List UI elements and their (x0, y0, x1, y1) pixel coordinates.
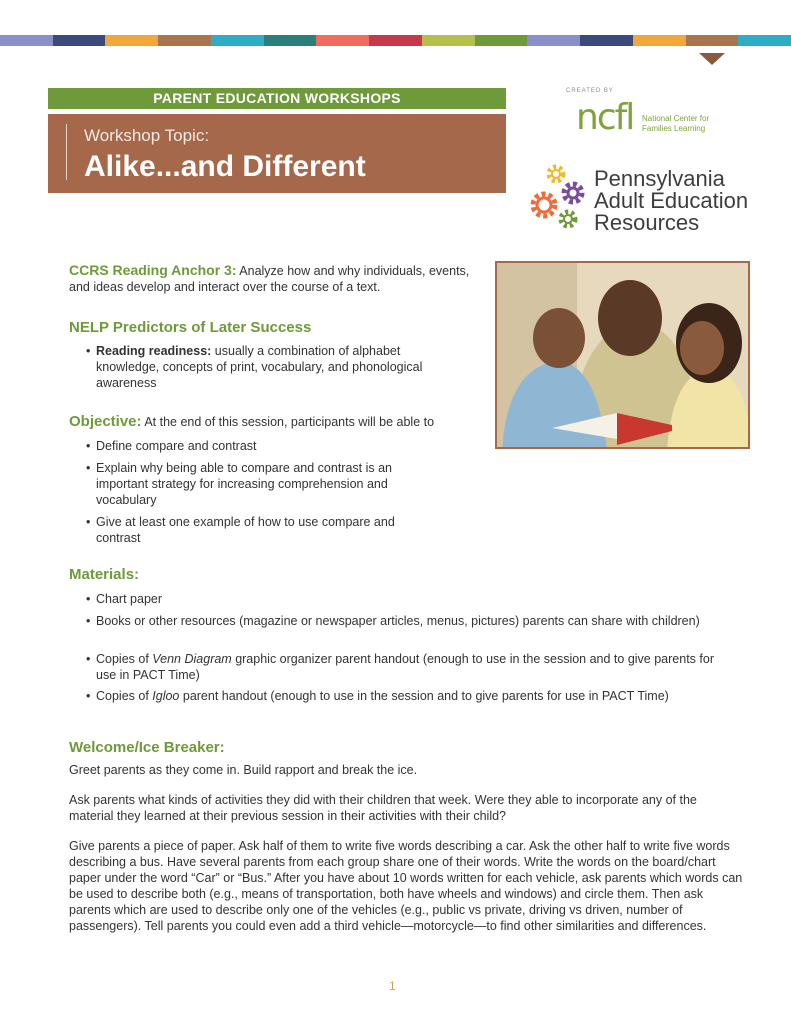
pa-logo-line2: Adult Education (594, 188, 749, 213)
welcome-paragraph-1: Greet parents as they come in. Build rapport and break the ice. (69, 763, 418, 777)
gears-icon (526, 163, 590, 239)
materials-item-4-pre: Copies of (96, 689, 153, 703)
family-reading-photo (495, 261, 750, 449)
materials-item-2: • Books or other resources (magazine or newspaper articles, menus, pictures) parents can share with children) (86, 613, 726, 629)
top-bar-segment (158, 35, 211, 46)
pa-logo-line1: Pennsylvania (594, 166, 725, 191)
nelp-bullet-label: Reading readiness: (96, 344, 212, 358)
top-bar-segment (527, 35, 580, 46)
top-bar-segment (369, 35, 422, 46)
materials-item-3-em: Venn Diagram (152, 652, 232, 666)
nelp-bullet (86, 343, 451, 391)
family-reading-illustration (497, 263, 750, 449)
nelp-bullet-text: usually a combination of alphabet knowledge, concepts of print, vocabulary, and phonological awareness (96, 344, 423, 390)
created-by-label: CREATED BY (566, 88, 614, 94)
top-bar-segment (738, 35, 791, 46)
top-bar-segment (475, 35, 528, 46)
top-color-bar (0, 35, 791, 46)
ccrs-text: Analyze how and why individuals, events, and ideas develop and interact over the course of a text. (69, 264, 470, 294)
topic-label: Workshop Topic: (84, 126, 210, 145)
materials-item-3-post: graphic organizer parent handout (enough to use in the session and to give parents for use in PACT Time) (96, 652, 714, 682)
objective-item-1: • Define compare and contrast (86, 438, 426, 454)
materials-item-4 (86, 688, 726, 704)
series-banner: PARENT EDUCATION WORKSHOPS (48, 88, 506, 109)
pa-adult-ed-logo (526, 163, 766, 239)
title-banner (48, 114, 506, 193)
materials-item-1: • Chart paper (86, 591, 726, 607)
ccrs-paragraph (69, 262, 479, 295)
ncfl-name-line2: Families Learning (642, 124, 706, 133)
top-bar-segment (316, 35, 369, 46)
top-bar-segment (53, 35, 106, 46)
nelp-heading: NELP Predictors of Later Success (69, 319, 312, 336)
ncfl-letters: ncfl (576, 97, 634, 138)
top-bar-segment (580, 35, 633, 46)
ncfl-logo (566, 85, 741, 150)
triangle-marker (699, 53, 725, 65)
ccrs-label: CCRS Reading Anchor 3: (69, 262, 237, 278)
top-bar-segment (422, 35, 475, 46)
top-bar-segment (264, 35, 317, 46)
top-bar-segment (0, 35, 53, 46)
materials-item-4-em: Igloo (152, 689, 180, 703)
objective-paragraph (69, 414, 489, 430)
materials-item-3 (86, 651, 726, 683)
materials-heading: Materials: (69, 566, 140, 583)
objective-label: Objective: (69, 413, 142, 430)
objective-item-2: • Explain why being able to compare and contrast is an important strategy for increasing comprehension and vocabulary (86, 460, 416, 508)
page-number: 1 (389, 979, 396, 993)
top-bar-segment (686, 35, 739, 46)
ncfl-name-line1: National Center for (642, 114, 710, 123)
welcome-heading: Welcome/Ice Breaker: (69, 739, 225, 756)
top-bar-segment (211, 35, 264, 46)
top-bar-segment (633, 35, 686, 46)
materials-item-4-post: parent handout (enough to use in the session and to give parents for use in PACT Time) (179, 689, 669, 703)
objective-item-3: • Give at least one example of how to use compare and contrast (86, 514, 421, 546)
welcome-paragraph-3: Give parents a piece of paper. Ask half of them to write five words describing a car. Ask the other half to write five words describing a bus. Have several parents from each group share one of their words. Write the words on the board/chart paper under the word “Car” or “Bus.” After you have about 10 words written for each vehicle, ask parents which words can be used to describe both (e.g., means of transportation, both have wheels and windows) and circle them. Then ask parents which are used to describe only one of the vehicles (e.g., public vs private, driving vs driven, number of passengers). Tell parents you could even add a third vehicle—motorcycle—to find other similarities and differences. (69, 839, 743, 933)
top-bar-segment (105, 35, 158, 46)
page-title: Alike...and Different (84, 150, 366, 183)
banner-divider (66, 124, 67, 180)
welcome-paragraph-2: Ask parents what kinds of activities they did with their children that week. Were they able to incorporate any of the material they learned at their previous session in their activities with their child? (69, 793, 697, 823)
objective-text: At the end of this session, participants will be able to (141, 415, 435, 429)
materials-item-3-pre: Copies of (96, 652, 153, 666)
pa-logo-line3: Resources (594, 210, 700, 235)
